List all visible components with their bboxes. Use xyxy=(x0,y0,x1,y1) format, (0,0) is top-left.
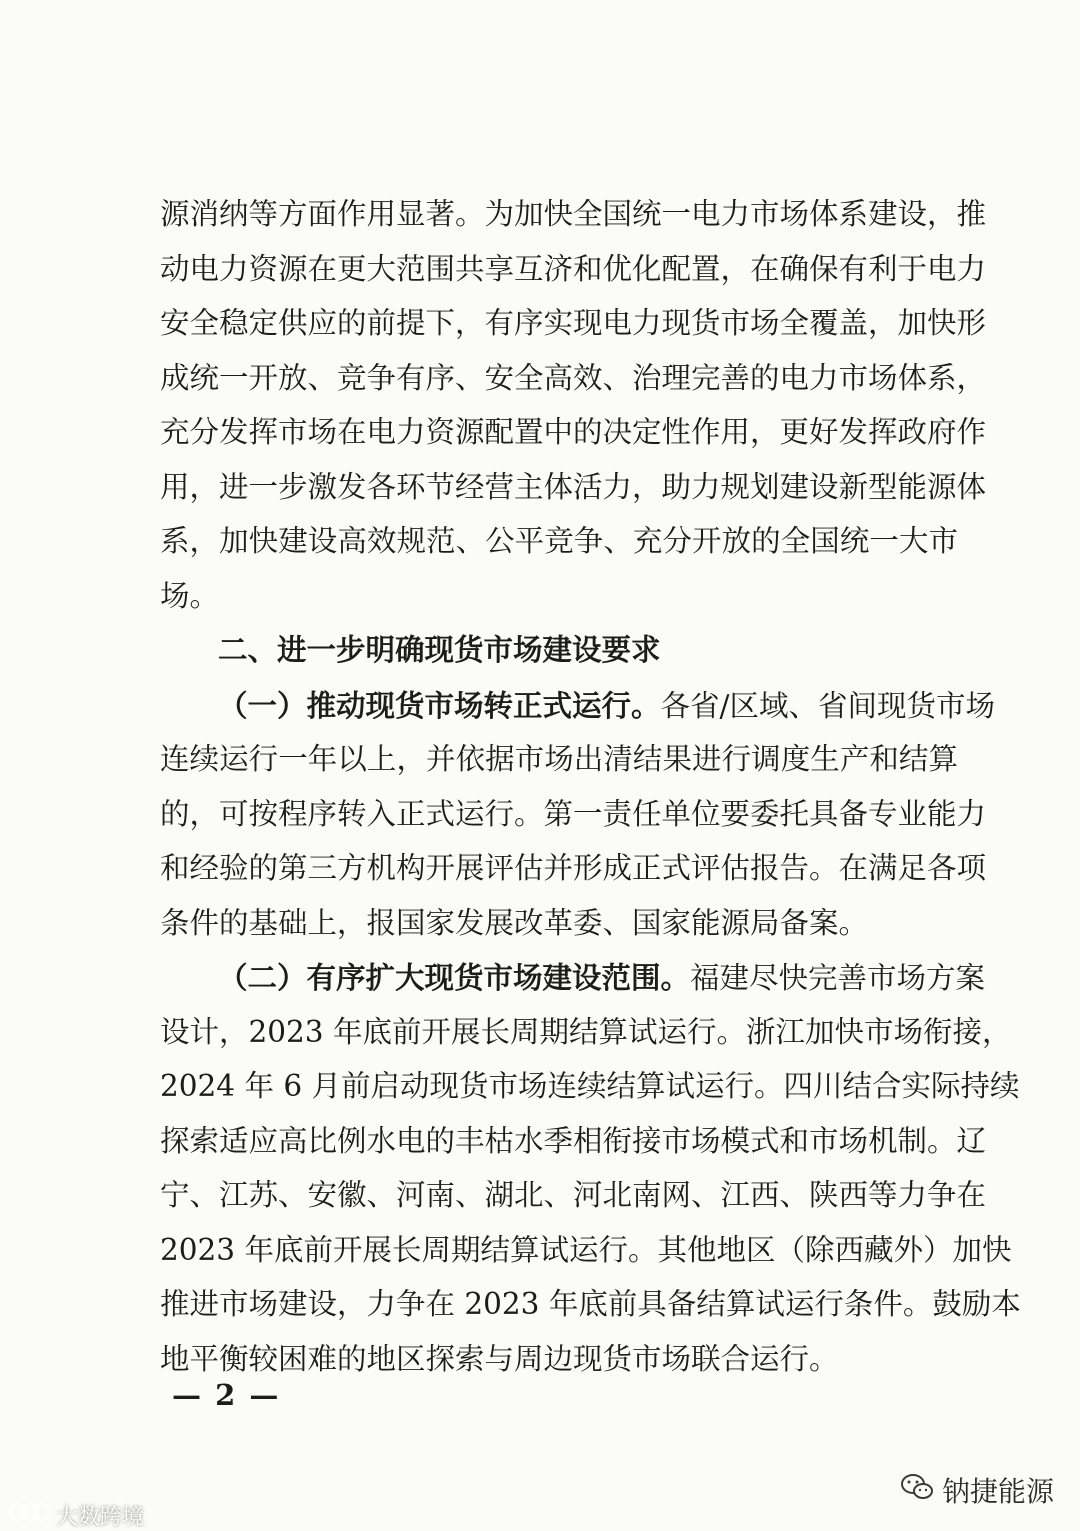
paragraph-lead: （二）有序扩大现货市场建设范围。 xyxy=(218,960,691,995)
section-heading: 二、进一步明确现货市场建设要求 xyxy=(218,633,661,667)
watermark-label: 钠捷能源 xyxy=(941,1475,1054,1508)
paragraph-line: 推进市场建设，力争在 2023 年底前具备结算试运行条件。鼓励本 xyxy=(160,1287,1021,1321)
paragraph-first-line xyxy=(218,960,986,995)
paragraph-line: 的，可按程序转入正式运行。第一责任单位要委托具备专业能力 xyxy=(160,797,987,831)
paragraph-line: 成统一开放、竞争有序、安全高效、治理完善的电力市场体系， xyxy=(160,361,987,395)
paragraph-first-line xyxy=(218,688,995,723)
paragraph-line: 地平衡较困难的地区探索与周边现货市场联合运行。 xyxy=(160,1342,839,1376)
paragraph-line: 设计，2023 年底前开展长周期结算试运行。浙江加快市场衔接， xyxy=(160,1015,1012,1049)
paragraph-line: 和经验的第三方机构开展评估并形成正式评估报告。在满足各项 xyxy=(160,851,987,885)
page-number: — 2 — xyxy=(172,1378,281,1412)
paragraph-line: 2024 年 6 月前启动现货市场连续结算试运行。四川结合实际持续 xyxy=(160,1069,1020,1103)
paragraph-line: 源消纳等方面作用显著。为加快全国统一电力市场体系建设，推 xyxy=(160,197,987,231)
paragraph-line: 用，进一步激发各环节经营主体活力，助力规划建设新型能源体 xyxy=(160,470,987,504)
watermark-label: 大数跨境 xyxy=(56,1504,145,1530)
paragraph-line: 条件的基础上，报国家发展改革委、国家能源局备案。 xyxy=(160,906,869,940)
paragraph-line: 连续运行一年以上，并依据市场出清结果进行调度生产和结算 xyxy=(160,742,958,776)
paragraph-lead: （一）推动现货市场转正式运行。 xyxy=(218,688,661,723)
paragraph-line: 场。 xyxy=(160,579,220,613)
paragraph-line: 探索适应高比例水电的丰枯水季相衔接市场模式和市场机制。辽 xyxy=(160,1124,987,1158)
paragraph-line: 2023 年底前开展长周期结算试运行。其他地区（除西藏外）加快 xyxy=(160,1233,1012,1267)
paragraph-line: 充分发挥市场在电力资源配置中的决定性作用，更好发挥政府作 xyxy=(160,415,987,449)
paragraph-line-rest: 福建尽快完善市场方案 xyxy=(690,961,986,995)
paragraph-line: 动电力资源在更大范围共享互济和优化配置，在确保有利于电力 xyxy=(160,252,987,286)
paragraph-line: 宁、江苏、安徽、河南、湖北、河北南网、江西、陕西等力争在 xyxy=(160,1178,987,1212)
paragraph-line-rest: 各省/区域、省间现货市场 xyxy=(660,689,995,723)
watermark-source xyxy=(900,1470,1054,1510)
wechat-icon xyxy=(900,1472,934,1509)
watermark-brand xyxy=(8,1499,144,1531)
paragraph-line: 安全稳定供应的前提下，有序实现电力现货市场全覆盖，加快形 xyxy=(160,306,987,340)
brand-logo-icon xyxy=(8,1499,52,1531)
paragraph-line: 系，加快建设高效规范、公平竞争、充分开放的全国统一大市 xyxy=(160,524,958,558)
